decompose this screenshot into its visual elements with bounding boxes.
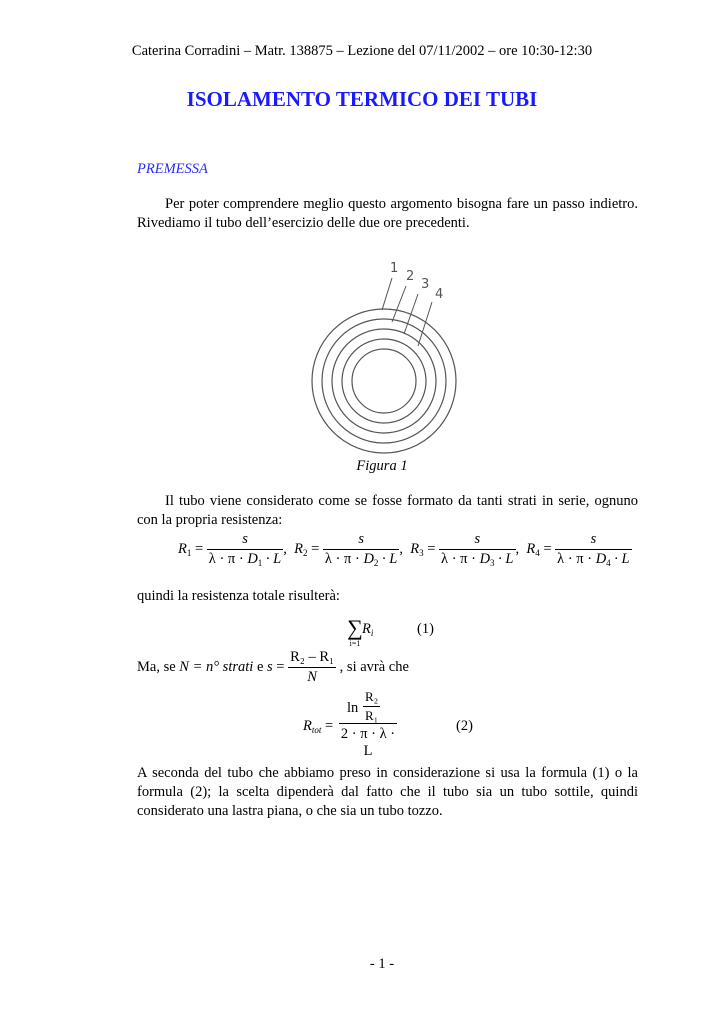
figure-label-2: 2 xyxy=(406,269,415,284)
figure-caption: Figura 1 xyxy=(356,458,408,474)
page-number: - 1 - xyxy=(369,956,395,972)
sum-symbol: ∑ xyxy=(347,615,363,640)
layers-text: Il tubo viene considerato come se fosse formato da tanti strati in serie, ognuno con la propria resistenza: xyxy=(137,493,638,528)
ln-operator: ln xyxy=(347,700,359,716)
conclusion-text: A seconda del tubo che abbiamo preso in considerazione si usa la formula (1) o la formula (2); la scelta dipenderà dal fatto che il tubo sia un tubo sottile, quindi considerato una lastra piana, o che sia un tubo tozzo. xyxy=(137,765,638,819)
intro-paragraph xyxy=(137,195,638,233)
layer-circle-4 xyxy=(342,339,426,423)
sum-term: $R_i$ xyxy=(362,621,374,638)
total-text: quindi la resistenza totale risulterà: xyxy=(137,588,340,604)
resistance-eq-1: $R_1$ = $\frac{s}{\lambda \cdot \pi \cdot D_1 \cdot L}$ , xyxy=(178,531,295,568)
resistance-eq-2: $R_2$ = $\frac{s}{\lambda \cdot \pi \cdot D_2 \cdot L}$ , xyxy=(294,531,411,568)
figure-label-4: 4 xyxy=(435,287,444,302)
page-header: Caterina Corradini – Matr. 138875 – Lezione del 07/11/2002 – ore 10:30-12:30 xyxy=(131,43,593,59)
document-title: ISOLAMENTO TERMICO DEI TUBI xyxy=(186,87,538,111)
total-paragraph xyxy=(137,587,638,606)
figure-label-3: 3 xyxy=(421,277,430,292)
formula-number-2: (2) xyxy=(456,718,473,734)
definition-line: Ma, se N = n° strati e s = $\frac{\text{R₂ – R₁}}{N}$ , si avrà che xyxy=(137,649,409,685)
layers-paragraph xyxy=(137,492,638,530)
resistance-equations xyxy=(178,531,632,568)
pipe-layers-figure xyxy=(300,250,500,470)
sum-lower-limit: i=1 xyxy=(349,639,361,648)
layer-circle-inner xyxy=(352,349,416,413)
rtot-fraction: ln $\frac{\text{R₂}}{\text{R₁}}$ 2 · π · λ · L xyxy=(340,689,396,759)
figure-label-1: 1 xyxy=(390,261,399,276)
layer-circle-2 xyxy=(322,319,446,443)
conclusion-paragraph xyxy=(137,764,638,821)
rtot-lhs: $R_{tot}$ = xyxy=(303,718,334,735)
section-title: PREMESSA xyxy=(137,161,208,177)
resistance-eq-3: $R_3$ = $\frac{s}{\lambda \cdot \pi \cdot D_3 \cdot L}$ , xyxy=(410,531,527,568)
rtot-denominator: 2 · π · λ · L xyxy=(339,723,397,760)
resistance-eq-4: $R_4$ = $\frac{s}{\lambda \cdot \pi \cdot D_4 \cdot L}$ xyxy=(526,531,630,568)
formula-number-1: (1) xyxy=(417,621,434,637)
intro-text: Per poter comprendere meglio questo argomento bisogna fare un passo indietro. Rivediamo il tubo dell’esercizio delle due ore precedenti. xyxy=(137,196,638,231)
layer-circle-3 xyxy=(332,329,436,433)
leader-line-1 xyxy=(382,278,392,310)
layer-circle-outer xyxy=(312,309,456,453)
leader-line-2 xyxy=(392,286,406,322)
